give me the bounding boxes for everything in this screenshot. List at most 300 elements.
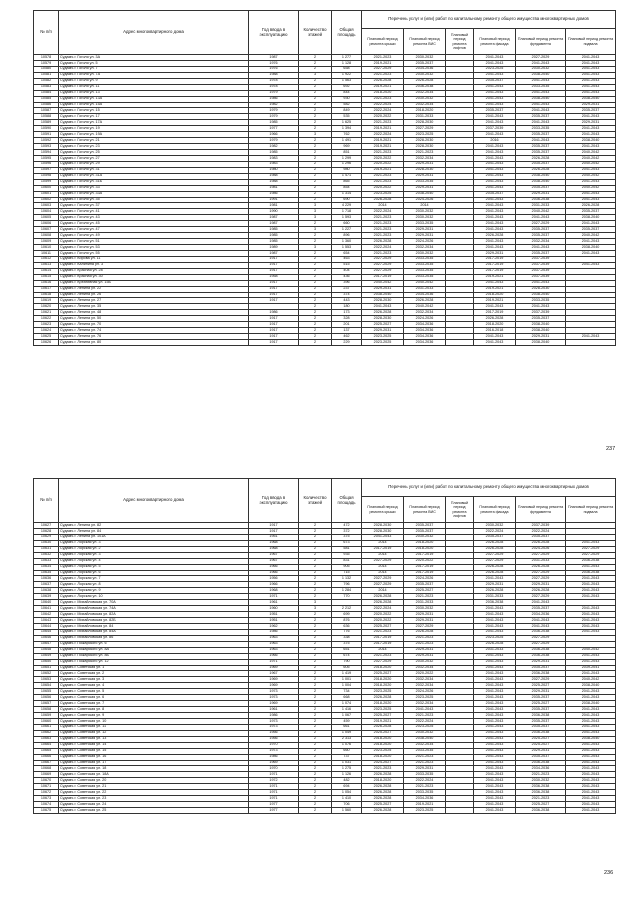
cell-facade: 2041-2043 [474,718,516,724]
header-basement: Плановый период ремонта подвала [566,497,616,523]
cell-facade: 2041-2043 [474,209,516,215]
cell-engineering: 2029-2031 [404,233,446,239]
cell-address: Судамъ г. Лорская ул. 4 [59,558,249,564]
cell-num: 10601 [34,191,59,197]
cell-year: 1971 [249,772,299,778]
cell-basement: 2041-2043 [566,754,616,760]
cell-basement: 2041-2043 [566,713,616,719]
cell-facade: 2041-2043 [474,766,516,772]
cell-roof: 2021-2023 [362,215,404,221]
cell-roof: 2020-2022 [362,618,404,624]
cell-foundation: 2037-2039 [516,274,566,280]
cell-basement: 2041-2043 [566,221,616,227]
cell-floors: 2 [299,778,332,784]
cell-roof: 2014 [362,540,404,546]
cell-floors: 2 [299,60,332,66]
cell-area: 1 076 [332,742,362,748]
cell-area: 328 [332,316,362,322]
cell-area: 137 [332,328,362,334]
cell-engineering: 2018-2020 [404,540,446,546]
cell-engineering: 2021-2023 [404,150,446,156]
cell-facade: 2041-2043 [474,724,516,730]
cell-address: Судамъ г. Советская ул. 21 [59,784,249,790]
cell-facade: 2041-2043 [474,683,516,689]
cell-basement: 2035-2037 [566,209,616,215]
cell-facade: 2041-2043 [474,84,516,90]
cell-year: 1956 [249,576,299,582]
cell-facade: 2041-2043 [474,215,516,221]
cell-floors: 2 [299,185,332,191]
cell-foundation: 2036-2038 [516,808,566,814]
cell-basement: 2041-2043 [566,239,616,245]
cell-area: 472 [332,523,362,529]
cell-basement: 2041-2043 [566,90,616,96]
cell-floors: 2 [299,322,332,328]
cell-address: Судамъ г. Гоголя ул. 7 [59,66,249,72]
cell-floors: 2 [299,274,332,280]
cell-floors: 2 [299,695,332,701]
cell-roof: 2026-2028 [362,784,404,790]
cell-facade: 2041-2043 [474,629,516,635]
cell-engineering: 2026-2028 [404,629,446,635]
cell-num: 10631 [34,546,59,552]
cell-address: Судамъ г. Советская ул. 17 [59,760,249,766]
cell-year: 1971 [249,784,299,790]
cell-area: 173 [332,310,362,316]
cell-year: 1969 [249,665,299,671]
cell-foundation: 2035-2037 [516,316,566,322]
cell-basement: 2041-2043 [566,629,616,635]
cell-year: 1966 [249,570,299,576]
cell-year: 1982 [249,144,299,150]
cell-year: 1979 [249,114,299,120]
cell-area: 375 [332,641,362,647]
cell-num: 10612 [34,256,59,262]
cell-floors: 3 [299,600,332,606]
cell-roof: 2021-2023 [362,250,404,256]
cell-num: 10667 [34,760,59,766]
cell-address: Судамъ г. Советская ул. 20 [59,778,249,784]
cell-engineering: 2035-2037 [404,523,446,529]
cell-year: 1986 [249,629,299,635]
cell-num: 10613 [34,262,59,268]
cell-basement: 2041-2043 [566,167,616,173]
cell-address: Судамъ г. Лорская ул. 2 [59,546,249,552]
cell-facade: 2041-2043 [474,665,516,671]
cell-basement: 2038-2040 [566,683,616,689]
cell-address: Судамъ г. Пожарского ул. 12 [59,659,249,665]
cell-address: Судамъ г. Лорская ул. 5 [59,564,249,570]
cell-engineering: 2021-2023 [404,713,446,719]
cell-year: 1967 [249,671,299,677]
cell-foundation: 2035-2037 [516,724,566,730]
cell-floors: 2 [299,298,332,304]
cell-address: Судамъ г. Советская ул. 2 [59,671,249,677]
cell-num: 10647 [34,641,59,647]
cell-facade: 2026-2028 [474,546,516,552]
header-engineering: Плановый период ремонта ВИС [404,497,446,523]
cell-basement: 2041-2043 [566,132,616,138]
cell-engineering: 2032-2034 [404,665,446,671]
cell-area: 443 [332,298,362,304]
cell-basement: 2041-2043 [566,790,616,796]
cell-foundation: 2036-2038 [516,671,566,677]
cell-basement: 2041-2043 [566,84,616,90]
cell-year: 1987 [249,55,299,61]
cell-foundation: 2027-2029 [516,576,566,582]
cell-foundation: 2036-2038 [516,713,566,719]
cell-year: 1988 [249,173,299,179]
cell-roof: 2021-2023 [362,179,404,185]
cell-num: 10586 [34,102,59,108]
cell-facade: 2023-2025 [474,635,516,641]
cell-foundation: 2030-2032 [516,778,566,784]
cell-foundation: 2029-2031 [516,334,566,340]
cell-roof: 2026-2028 [362,197,404,203]
cell-address: Судамъ г. Ленина ул. 48 [59,310,249,316]
cell-foundation: 2022-2024 [516,528,566,534]
cell-foundation: 2026-2028 [516,155,566,161]
cell-address: Судамъ г. Гоголя ул. 3А [59,55,249,61]
cell-engineering: 2041-2043 [404,707,446,713]
cell-address: Судамъ г. Михайловская ул. 82Б [59,618,249,624]
cell-year: 1971 [249,790,299,796]
cell-basement: 2041-2043 [566,718,616,724]
cell-year: 1977 [249,126,299,132]
cell-address: Судамъ г. Советская ул. 9 [59,713,249,719]
cell-basement: 2041-2043 [566,612,616,618]
cell-engineering: 2038-2040 [404,736,446,742]
cell-facade: 2041-2043 [474,245,516,251]
cell-basement: 2041-2043 [566,772,616,778]
cell-facade: 2041-2043 [474,60,516,66]
cell-elevator [446,340,474,346]
cell-foundation: 2035-2037 [516,132,566,138]
cell-foundation: 2027-2029 [516,635,566,641]
cell-foundation: 2024-2026 [516,546,566,552]
cell-address: Судамъ г. Гоголя ул. 29 [59,161,249,167]
cell-area: 1 471 [332,173,362,179]
cell-roof: 2019-2021 [362,144,404,150]
cell-foundation: 2038-2040 [516,72,566,78]
cell-facade: 2041-2043 [474,576,516,582]
cell-num: 10603 [34,203,59,209]
cell-year: 1966 [249,582,299,588]
cell-num: 10632 [34,552,59,558]
cell-num: 10634 [34,564,59,570]
cell-num: 10648 [34,647,59,653]
cell-num: 10619 [34,298,59,304]
cell-engineering: 2021-2023 [404,635,446,641]
page-number-top: 237 [606,446,616,452]
cell-year: 1985 [249,120,299,126]
cell-floors: 2 [299,748,332,754]
cell-engineering: 2032-2034 [404,683,446,689]
cell-basement: 2041-2043 [566,623,616,629]
cell-basement: 2039-2041 [566,665,616,671]
cell-facade: 2022-2024 [474,528,516,534]
cell-foundation: 2037-2039 [516,256,566,262]
cell-roof: 2019-2021 [362,718,404,724]
cell-area: 854 [332,185,362,191]
cell-area: 651 [332,647,362,653]
cell-floors: 2 [299,155,332,161]
cell-floors: 2 [299,90,332,96]
cell-engineering: 2014 [404,203,446,209]
cell-roof: 2018-2020 [362,665,404,671]
cell-facade: 2018-2020 [474,322,516,328]
cell-address: Судамъ г. Красная ул. 28 [59,268,249,274]
cell-engineering: 2017-2019 [404,564,446,570]
cell-basement: 2040-2042 [566,185,616,191]
cell-engineering: 2024-2026 [404,689,446,695]
cell-facade: 2041-2043 [474,677,516,683]
cell-engineering: 2030-2032 [404,730,446,736]
cell-foundation: 2037-2039 [516,310,566,316]
cell-foundation: 2027-2029 [516,641,566,647]
cell-roof: 2026-2028 [362,239,404,245]
cell-num: 10618 [34,292,59,298]
cell-address: Судамъ г. Ленина ул. 74 [59,328,249,334]
cell-engineering: 2017-2019 [404,552,446,558]
cell-area: 482 [332,778,362,784]
cell-engineering: 2023-2025 [404,132,446,138]
cell-year: 1968 [249,540,299,546]
cell-area: 535 [332,114,362,120]
cell-foundation: 2028-2030 [516,286,566,292]
cell-foundation: 2035-2037 [516,707,566,713]
cell-num: 10646 [34,635,59,641]
cell-foundation: 2037-2039 [516,268,566,274]
cell-address: Судамъ г. Гоголя ул. 19 [59,126,249,132]
cell-num: 10616 [34,280,59,286]
cell-engineering: 2032-2034 [404,310,446,316]
cell-num: 10599 [34,179,59,185]
cell-address: Судамъ г. Ленина ул. 101А [59,534,249,540]
cell-num: 10590 [34,126,59,132]
cell-basement: 2041-2043 [566,594,616,600]
cell-floors: 2 [299,292,332,298]
cell-area: 844 [332,90,362,96]
cell-num: 10658 [34,707,59,713]
cell-foundation: 2021-2023 [516,772,566,778]
header-elevator: Плановый период ремонта лифтов [446,29,474,55]
cell-address: Судамъ г. Советская ул. 7 [59,701,249,707]
cell-foundation: 2041-2043 [516,90,566,96]
cell-foundation: 2031-2033 [516,203,566,209]
cell-floors: 2 [299,588,332,594]
cell-roof: 2018-2020 [362,683,404,689]
cell-area: 1 296 [332,161,362,167]
cell-roof: 2022-2024 [362,132,404,138]
cell-floors: 3 [299,203,332,209]
cell-year: 1987 [249,221,299,227]
cell-area: 690 [332,197,362,203]
cell-facade: 2016 [474,138,516,144]
cell-roof: 2025-2027 [362,322,404,328]
cell-engineering: 2032-2034 [404,677,446,683]
cell-engineering: 2032-2034 [404,155,446,161]
cell-basement: 2041-2043 [566,671,616,677]
cell-num: 10617 [34,286,59,292]
cell-area: 581 [332,546,362,552]
cell-floors: 2 [299,84,332,90]
cell-floors: 2 [299,742,332,748]
cell-facade: 2041-2043 [474,304,516,310]
cell-roof: 2038-2040 [362,292,404,298]
cell-basement: 2041-2043 [566,742,616,748]
cell-year: 1958 [249,274,299,280]
cell-engineering: 2040-2042 [404,280,446,286]
cell-basement: 2026-2028 [566,203,616,209]
cell-address: Судамъ г. Пожарского ул. 6 [59,641,249,647]
cell-address: Судамъ г. Советская ул. 13 [59,736,249,742]
cell-year: 1960 [249,606,299,612]
cell-basement: 2041-2043 [566,588,616,594]
cell-address: Судамъ г. Советская ул. 6 [59,695,249,701]
cell-area: 706 [332,802,362,808]
cell-address: Судамъ г. Лорская ул. 6 [59,570,249,576]
cell-engineering: 2033-2035 [404,772,446,778]
cell-floors: 2 [299,102,332,108]
cell-roof: 2041-2043 [362,304,404,310]
cell-facade: 2041-2043 [474,120,516,126]
cell-num: 10654 [34,683,59,689]
cell-floors: 2 [299,138,332,144]
cell-engineering: 2033-2035 [404,790,446,796]
cell-address: Судамъ г. Гоголя ул. 33А [59,191,249,197]
cell-year: 1986 [249,310,299,316]
cell-area: 849 [332,108,362,114]
cell-foundation: 2035-2037 [516,754,566,760]
cell-floors: 2 [299,552,332,558]
cell-area: 658 [332,66,362,72]
cell-basement: 2041-2043 [566,576,616,582]
cell-year: 1973 [249,689,299,695]
cell-roof: 2021-2023 [362,96,404,102]
cell-year: 1917 [249,523,299,529]
cell-area: 734 [332,689,362,695]
cell-area: 1 277 [332,55,362,61]
cell-floors: 2 [299,707,332,713]
cell-area: 1 922 [332,72,362,78]
cell-floors: 2 [299,623,332,629]
cell-foundation: 2029-2031 [516,748,566,754]
cell-facade: 2041-2043 [474,713,516,719]
cell-foundation: 2035-2037 [516,718,566,724]
cell-foundation: 2026-2028 [516,564,566,570]
cell-address: Судамъ г. Советская ул. 25 [59,808,249,814]
cell-address: Судамъ г. Гоголя ул. 35 [59,197,249,203]
cell-facade: 2026-2028 [474,316,516,322]
cell-facade: 2036-2038 [474,600,516,606]
cell-basement: 2036-2038 [566,558,616,564]
cell-facade: 2041-2043 [474,155,516,161]
cell-floors: 3 [299,227,332,233]
cell-facade: 2041-2043 [474,197,516,203]
cell-basement: 2038-2040 [566,736,616,742]
cell-floors: 2 [299,108,332,114]
cell-basement: 2035-2037 [566,227,616,233]
cell-engineering: 2020-2022 [404,671,446,677]
cell-foundation: 2041-2043 [516,304,566,310]
cell-year: 1917 [249,340,299,346]
cell-address: Судамъ г. Советская ул. 5 [59,689,249,695]
cell-basement: 2041-2043 [566,689,616,695]
cell-foundation: 2027-2029 [516,677,566,683]
cell-floors: 2 [299,564,332,570]
cell-address: Судамъ г. Гоголя ул. 55 [59,250,249,256]
cell-year: 1976 [249,66,299,72]
cell-facade: 2041-2043 [474,203,516,209]
cell-area: 1 004 [332,683,362,689]
cell-roof: 2024-2027 [362,760,404,766]
cell-year: 1988 [249,72,299,78]
cell-roof: 2014 [362,564,404,570]
cell-engineering: 2018-2020 [404,108,446,114]
cell-roof: 2028-2030 [362,316,404,322]
cell-area: 636 [332,623,362,629]
cell-basement: 2041-2043 [566,802,616,808]
cell-roof: 2018-2020 [362,754,404,760]
cell-area: 1 314 [332,191,362,197]
cell-year: 1979 [249,108,299,114]
cell-basement: 2041-2043 [566,250,616,256]
cell-address: Судамъ г. Советская ул. 14 [59,742,249,748]
cell-foundation: 2029-2031 [516,582,566,588]
cell-year: 1968 [249,546,299,552]
cell-foundation: 2037-2039 [516,262,566,268]
cell-basement: 2041-2043 [566,730,616,736]
cell-address: Судамъ г. Гоголя ул. 33 [59,185,249,191]
cell-year: 1966 [249,132,299,138]
cell-area: 1 625 [332,120,362,126]
cell-floors: 2 [299,671,332,677]
cell-num: 10640 [34,600,59,606]
header-facade: Плановый период ремонта фасада [474,29,516,55]
cell-num: 10626 [34,340,59,346]
cell-address: Судамъ г. Гоголя ул. 17А [59,120,249,126]
cell-engineering: 2021-2023 [404,754,446,760]
cell-num: 10656 [34,695,59,701]
cell-address: Судамъ г. Гоголя ул. 49 [59,233,249,239]
cell-roof: 2026-2028 [362,724,404,730]
cell-roof: 2023-2025 [362,191,404,197]
cell-area: 229 [332,340,362,346]
cell-facade: 2017-2019 [474,268,516,274]
cell-engineering: 2032-2034 [404,90,446,96]
cell-address: Судамъ г. Гоголя ул. 51 [59,239,249,245]
cell-foundation: 2038-2040 [516,96,566,102]
cell-facade: 2041-2043 [474,784,516,790]
cell-area: 694 [332,784,362,790]
cell-roof: 2018-2020 [362,677,404,683]
cell-num: 10624 [34,328,59,334]
cell-floors: 2 [299,96,332,102]
cell-year: 1976 [249,60,299,66]
cell-address: Судамъ г. Ленина ул. 50 [59,316,249,322]
cell-engineering: 2030-2032 [404,55,446,61]
cell-basement: 2038-2040 [566,701,616,707]
cell-area: 1 593 [332,215,362,221]
cell-area: 668 [332,695,362,701]
cell-address: Судамъ г. Гоголя ул. 21 [59,138,249,144]
cell-area: 201 [332,322,362,328]
cell-basement: 2041-2043 [566,707,616,713]
cell-floors: 2 [299,635,332,641]
cell-address: Судамъ г. Гоголя ул. 15А [59,102,249,108]
cell-area: 831 [332,558,362,564]
